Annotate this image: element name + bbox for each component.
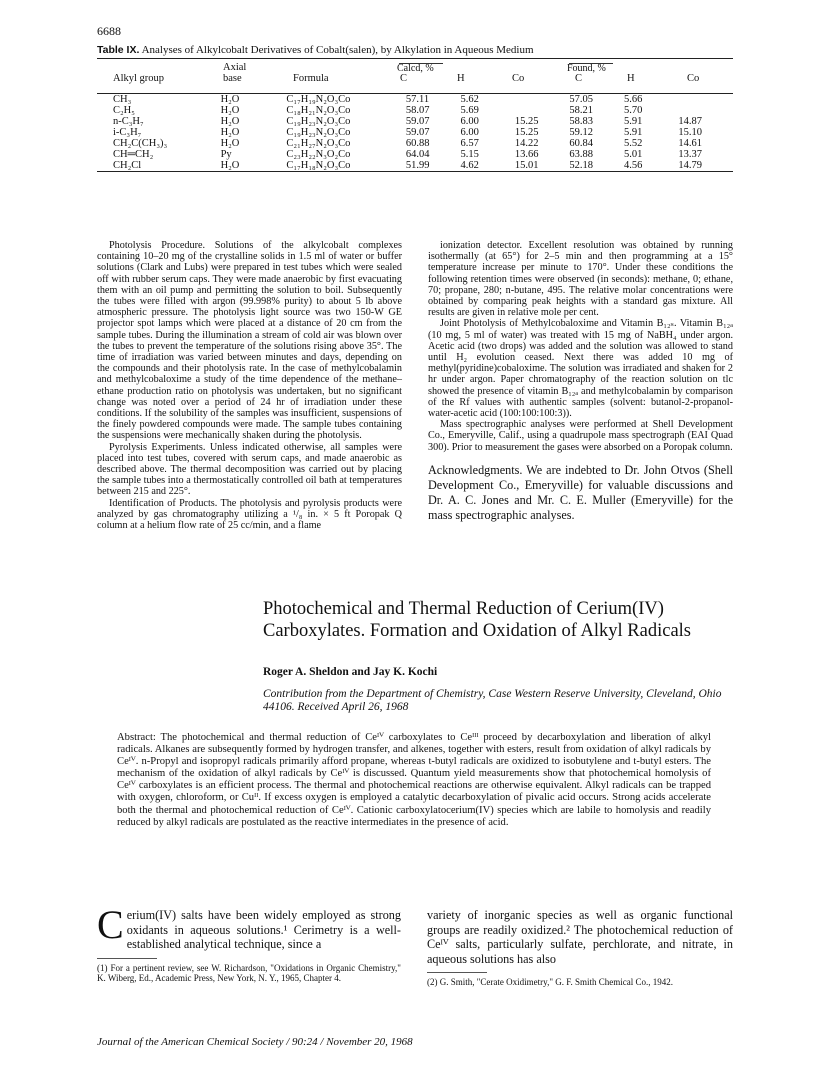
table-cell: 13.37 <box>678 149 702 160</box>
header-calcd-h: H <box>457 73 465 84</box>
table-row <box>97 105 733 116</box>
table-cell: 15.25 <box>514 116 539 127</box>
right-column <box>428 240 733 523</box>
table-cell: 14.22 <box>514 138 539 149</box>
table-cell: 52.18 <box>569 160 594 171</box>
table-cell: 58.83 <box>569 116 594 127</box>
table-cell: 58.21 <box>569 105 594 116</box>
intro-right-column <box>427 908 733 988</box>
article-affiliation: Contribution from the Department of Chemistry, Case Western Reserve University, Cleveland, Ohio 44106. Received April 26, 1968 <box>263 688 722 713</box>
table-cell <box>515 105 570 116</box>
table-cell: H₂O <box>220 160 240 171</box>
table-body <box>97 94 733 171</box>
table-cell: 59.07 <box>405 127 430 138</box>
table-cell: C₂₁H₂₇N₂O₃Co <box>286 138 351 149</box>
table-cell: 59.12 <box>569 127 594 138</box>
table-cell: CH═CH₂ <box>113 149 154 160</box>
table-cell: 4.56 <box>623 160 643 171</box>
article-title: Photochemical and Thermal Reduction of Cerium(IV) Carboxylates. Formation and Oxidation of Alkyl Radicals <box>263 599 692 641</box>
table-row <box>97 160 733 171</box>
table-bottom-rule <box>97 171 733 172</box>
table-cell: H₂O <box>220 138 240 149</box>
intro-left-text: Cerium(IV) salts have been widely employed as strong oxidants in aqueous solutions.¹ Cerimetry is a well-established analytical technique, since a <box>97 902 401 952</box>
table-cell: 57.11 <box>405 94 430 105</box>
table-cell: 5.62 <box>460 94 479 105</box>
table-cell: C₁₉H₂₃N₂O₃Co <box>286 127 351 138</box>
table-cell: 4.62 <box>460 160 479 171</box>
table-cell: 15.25 <box>514 127 539 138</box>
table-cell: i-C₃H₇ <box>113 127 142 138</box>
table-cell: 15.01 <box>514 160 539 171</box>
left-column <box>97 240 402 531</box>
table-cell: 64.04 <box>405 149 430 160</box>
table-cell: C₁₇H₁₈N₂O₃Co <box>286 160 351 171</box>
table-cell: H₂O <box>220 116 240 127</box>
table-row <box>97 116 733 127</box>
table-cell: C₁₇H₁₉N₂O₃Co <box>286 94 351 105</box>
table-cell: H₂O <box>220 94 240 105</box>
table-label: Table IX. <box>97 44 140 56</box>
table-cell: 15.10 <box>678 127 702 138</box>
table-cell: H₂O <box>220 127 240 138</box>
table-cell: CH₂Cl <box>113 160 142 171</box>
table-cell: 58.07 <box>405 105 430 116</box>
table-cell: 5.70 <box>623 105 643 116</box>
table-cell: 14.79 <box>678 160 702 171</box>
header-alkyl: Alkyl group <box>113 73 165 84</box>
table-cell: 60.88 <box>405 138 430 149</box>
table-cell: 63.88 <box>569 149 594 160</box>
table-cell: 57.05 <box>569 94 594 105</box>
table-header: Alkyl group Axial base Formula Calcd, % Found, % C H Co C H Co <box>113 62 700 84</box>
table-row <box>97 149 733 160</box>
header-found-h: H <box>627 73 635 84</box>
table-cell <box>678 94 733 105</box>
table-cell: n-C₃H₇ <box>113 116 144 127</box>
header-formula: Formula <box>293 73 329 84</box>
table-cell: H₂O <box>220 105 240 116</box>
table-row <box>97 138 733 149</box>
table-cell: 5.69 <box>460 105 479 116</box>
table-cell: C₂₃H₂₂N₃O₂Co <box>286 149 351 160</box>
table-cell: 13.66 <box>514 149 539 160</box>
table-cell: 59.07 <box>405 116 430 127</box>
table-cell: Py <box>220 149 232 160</box>
table-cell: C₁₉H₂₃N₂O₃Co <box>286 116 351 127</box>
paragraph-identification: Identification of Products. The photolysis and pyrolysis products were analyzed by gas chromatography utilizing a ¹/₈ in. × 5 ft Poropak Q column at a helium flow rate of 25 cc/min, and a flame <box>97 497 402 532</box>
header-axial-1: Axial <box>223 62 247 73</box>
header-found-c: C <box>575 73 583 84</box>
footnote-1: (1) For a pertinent review, see W. Richardson, "Oxidations in Organic Chemistry," K. Wiberg, Ed., Academic Press, New York, N. Y., 1965, Chapter 4. <box>97 962 401 984</box>
table-cell: C₁₈H₂₁N₂O₃Co <box>286 105 351 116</box>
header-found-co: Co <box>687 73 700 84</box>
drop-cap: C <box>97 902 124 947</box>
table-cell: CH₂C(CH₃)₃ <box>113 138 168 149</box>
page-number: 6688 <box>97 24 121 38</box>
table-row <box>97 94 733 105</box>
header-axial-2: base <box>223 73 242 84</box>
footnote-rule-2 <box>427 972 487 973</box>
table-cell: 6.57 <box>460 138 479 149</box>
table-cell: C₂H₅ <box>113 105 135 116</box>
analysis-table <box>97 58 733 172</box>
table-cell <box>515 94 570 105</box>
intro-right-text: variety of inorganic species as well as organic functional groups are readily oxidized.² The photochemical reduction of Ceᴵⱽ salts, particularly sulfate, perchlorate, and nitrate, in aqueous solutions has also <box>427 908 733 966</box>
table-caption-text: Analyses of Alkylcobalt Derivatives of Cobalt(salen), by Alkylation in Aqueous Medium <box>141 44 534 56</box>
table-cell: 14.61 <box>678 138 702 149</box>
table-cell: 60.84 <box>569 138 594 149</box>
table-cell: 6.00 <box>460 116 479 127</box>
paragraph-pyrolysis: Pyrolysis Experiments. Unless indicated otherwise, all samples were placed into test tubes, covered with serum caps, and made anaerobic as described above. The thermal decomposition was carried out by placing the sample tubes into a thermostatically controlled oil bath at temperatures between 215 and 225°. <box>97 441 402 498</box>
table-cell: 5.91 <box>623 127 643 138</box>
footnote-rule <box>97 958 157 959</box>
header-calcd-c: C <box>400 73 408 84</box>
table-cell: 51.99 <box>405 160 430 171</box>
journal-footer: Journal of the American Chemical Society / 90:24 / November 20, 1968 <box>97 1036 413 1048</box>
article-abstract: Abstract: The photochemical and thermal reduction of Ceᴵⱽ carboxylates to Ceᴵᴵᴵ proceed by decarboxylation and liberation of alkyl radicals. Alkanes are subsequently formed by hydrogen transfer, and alkenes, together with esters, result from oxidation of alkyl radicals by Ceᴵⱽ. n-Propyl and isopropyl radicals primarily afford propane, whereas t-butyl radicals are oxidized to isobutylene and t-butyl esters. The mechanism of the oxidation of alkyl radicals by Ceᴵⱽ is discussed. Quantum yield measurements show that photochemical homolysis of Ceᴵⱽ carboxylates is an efficient process. The thermal and photochemical reactions are otherwise equivalent. Alkyl radicals can be trapped with oxygen, chloroform, or Cuᴵᴵ. If excess oxygen is employed a catalytic decarboxylation of pivalic acid occurs. Strong acids accelerate both the thermal and photochemical reduction of Ceᴵⱽ. Cationic carboxylatocerium(IV) species which are labile to homolysis and readily reduced by alkyl radicals are postulated as the reactive intermediates in the presence of acid. <box>117 732 711 828</box>
paragraph-ionization: ionization detector. Excellent resolution was obtained by running isothermally (at 65°) for 2–5 min and then programming at a 15° temperature increase per minute to 170°. Under these conditions the following retention times were observed (in seconds): methane, 0; ethane, 70; propane, 280; n-butane, 495. The relative molar concentrations were obtained by comparing peak heights with a standard gas mixture. All results are given in relative mole per cent. <box>428 240 733 319</box>
paragraph-photolysis: Photolysis Procedure. Solutions of the alkylcobalt complexes containing 10–20 mg of the crystalline solids in 1.5 ml of water or buffer solutions (Clark and Lubs) were prepared in test tubes which were sealed off with rubber serum caps. They were made anaerobic by first evacuating them with an oil pump and permitting the solution to boil. Subsequently the tubes were filled with argon (99.998% purity) to about 5 lb above atmospheric pressure. The photolysis light source was two 150-W GE projector spot lamps which were placed at a distance of 20 cm from the sample tubes. During the illumination a stream of cold air was blown over the tubes to prevent the temperature of the solutions rising above 35°. The time of irradiation was varied between minutes and days, depending on the compounds and their photolysis rate. In the case of methylcobalamin and methylcobaloxime a study of the time dependence of the methane–ethane production ratio on photolysis was undertaken, but no significant change was noted over a period of 24 hr of irradiation under these conditions. If the solubility of the samples was insufficient, suspensions of the finely powdered compounds were made. The sample tubes containing the suspensions were mechanically shaken during the photolysis. <box>97 240 402 442</box>
footnote-2: (2) G. Smith, "Cerate Oxidimetry," G. F. Smith Chemical Co., 1942. <box>427 977 674 988</box>
table-cell <box>678 105 733 116</box>
paragraph-mass-spec: Mass spectrographic analyses were performed at Shell Development Co., Emeryville, Calif., using a quadrupole mass spectrograph (EAI Quad 300). Prior to measurement the gases were absorbed on a Poropak column. <box>428 419 733 453</box>
table-cell: 5.91 <box>623 116 643 127</box>
table-cell: CH₃ <box>113 94 132 105</box>
table-cell: 5.52 <box>623 138 643 149</box>
table-cell: 5.01 <box>623 149 643 160</box>
table-cell: 14.87 <box>678 116 702 127</box>
article-authors: Roger A. Sheldon and Jay K. Kochi <box>263 666 438 678</box>
table-cell: 5.15 <box>460 149 479 160</box>
intro-left-column <box>97 902 401 984</box>
table-caption <box>97 44 534 56</box>
acknowledgments: Acknowledgments. We are indebted to Dr. John Otvos (Shell Development Co., Emeryville) for valuable discussions and Dr. A. C. Jones and Mr. C. E. Muller (Emeryville) for the mass spectrographic analyses. <box>428 462 733 522</box>
header-calcd-co: Co <box>512 73 525 84</box>
table-cell: 5.66 <box>623 94 643 105</box>
table-cell: 6.00 <box>460 127 479 138</box>
paragraph-joint-photolysis: Joint Photolysis of Methylcobaloxime and Vitamin B₁₂ₛ. Vitamin B₁₂ₐ (10 mg, 5 ml of water) was treated with 15 mg of NaBH₄ under argon. Acetic acid (two drops) was added and the solution was allowed to stand until H₂ evolution ceased. Next there was added 10 mg of methyl(pyridine)cobaloxime. The solution was irradiated and shaken for 2 hr under argon. Paper chromatography of the reaction solution on tlc showed the presence of vitamin B₁₂ₐ and methylcobalamin by comparison of the Rf values with authentic samples (solvent: butanol-2-propanol-water-acetic acid (100:100:100:3)). <box>428 318 733 420</box>
table-row <box>97 127 733 138</box>
